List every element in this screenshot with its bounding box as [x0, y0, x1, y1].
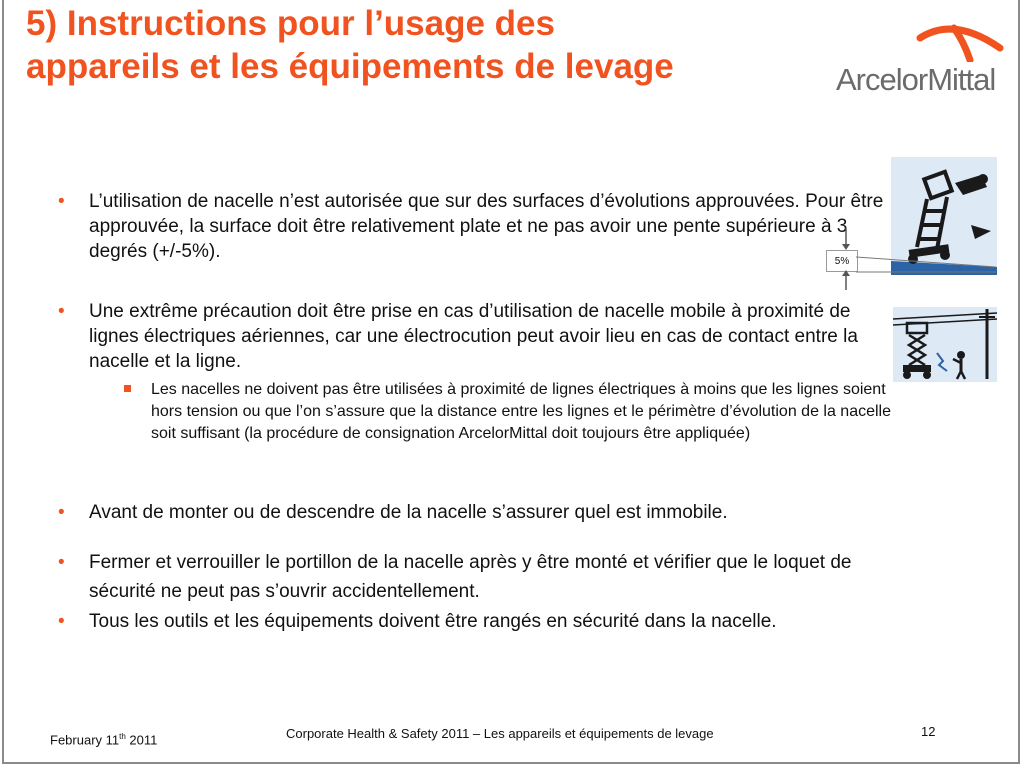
square-bullet-icon: [124, 385, 131, 392]
slide-title: [26, 2, 806, 88]
page-number: 12: [921, 724, 936, 739]
bullet-text: Une extrême précaution doit être prise en cas d’utilisation de nacelle mobile à proximité de lignes électriques aériennes, car une électrocution peut avoir lieu en cas de contact entre la nacelle et la ligne.: [89, 301, 858, 372]
bullet-dot-icon: •: [58, 301, 65, 322]
sub-bullet-item: [124, 379, 891, 445]
footer-title: Corporate Health & Safety 2011 – Les appareils et équipements de levage: [286, 726, 714, 741]
bullet-dot-icon: •: [58, 502, 65, 523]
footer-date-suffix: th: [119, 732, 126, 741]
logo-text: ArcelorMittal: [836, 62, 996, 97]
bullet-text: Avant de monter ou de descendre de la nacelle s’assurer quel est immobile.: [89, 502, 728, 523]
bullet-dot-icon: •: [58, 191, 65, 212]
slide-title-line-2: appareils et les équipements de levage: [26, 47, 674, 86]
bullet-text: Tous les outils et les équipements doivent être rangés en sécurité dans la nacelle.: [89, 611, 777, 632]
logo-swoosh-icon: [914, 22, 1004, 62]
sub-bullet-text: Les nacelles ne doivent pas être utilisées à proximité de lignes électriques à moins que les lignes soient hors tension ou que l’on s’assure que la distance entre les lignes et le périmètre d’évolution de la nacelle soit suffisant (la procédure de consignation ArcelorMittal doit toujours être appliquée): [151, 381, 892, 442]
bullet-dot-icon: •: [58, 552, 65, 573]
footer-date-prefix: February 11: [50, 732, 120, 748]
bullet-text: L’utilisation de nacelle n’est autorisée que sur des surfaces d’évolutions approuvées. Pour être approuvée, la surface doit être relativement plate et ne pas avoir une pente supérieure à 3 degrés (+/-5%).: [89, 191, 884, 262]
slope-marker-icon: [836, 228, 856, 290]
footer-date-year: 2011: [125, 732, 158, 748]
power-line-lift-icon: [893, 307, 997, 382]
bullet-text: Fermer et verrouiller le portillon de la nacelle après y être monté et vérifier que le loquet de sécurité ne peut pas s’ouvrir accidentellement.: [89, 552, 852, 602]
bullet-item: [58, 189, 889, 264]
bullet-dot-icon: •: [58, 611, 65, 632]
bullet-item: [58, 607, 849, 636]
footer-date: [50, 732, 157, 747]
slope-label: 5%: [826, 250, 858, 272]
slope-guide-lines: [856, 255, 996, 277]
bullet-item: [58, 299, 889, 374]
power-line-lift-illustration: [893, 307, 997, 382]
bullet-item: [58, 500, 889, 525]
arcelormittal-logo: [834, 22, 1004, 98]
bullet-item: [58, 548, 889, 606]
slide-title-line-1: 5) Instructions pour l’usage des: [26, 4, 555, 43]
